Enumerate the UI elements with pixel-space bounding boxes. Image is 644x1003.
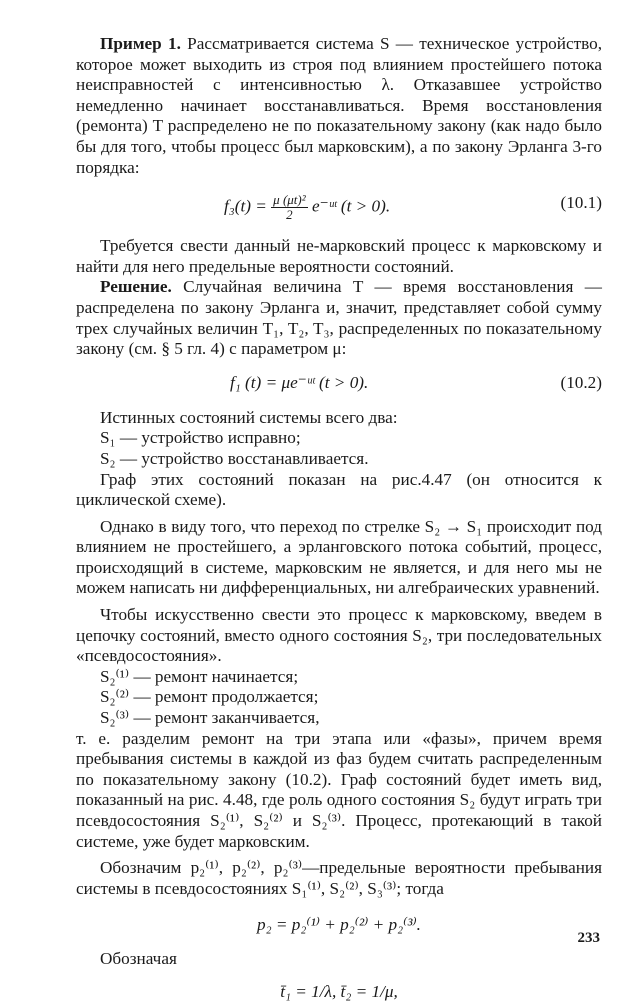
pseudostate-3: S₂⁽³⁾ — ремонт заканчивается, (100, 708, 320, 728)
paragraph-pseudostates: Чтобы искусственно свести это процесс к марковскому, введем в цепочку состояний, вместо одного состояния S₂, три последовательных «псевдосостояния». (76, 605, 602, 666)
solution-text: Случайная величина T — время восстановления — распределена по закону Эрланга и, значит, представляет собой сумму трех случайных величин T₁, T₂, T₃, распределенных по показательному закону (см. § 5 гл. 4) с параметром μ: (76, 277, 602, 359)
state-s2: S₂ — устройство восстанавливается. (100, 448, 369, 468)
paragraph-graph: Граф этих состояний показан на рис.4.47 (он относится к циклической схеме). (76, 469, 602, 510)
pseudostate-2: S₂⁽²⁾ — ремонт продолжается; (100, 687, 319, 707)
paragraph-example (76, 34, 602, 178)
pseudostate-1: S₂⁽¹⁾ — ремонт начинается; (100, 666, 299, 686)
paragraph-task: Требуется свести данный не-марковский процесс к марковскому и найти для него предельные вероятности состояний. (76, 236, 602, 276)
equation-10-2-expression: f₁ (t) = μe⁻ᵘᵗ (t > 0). (230, 372, 369, 392)
equation-10-1-lhs: f₃(t) = (224, 196, 267, 216)
paragraph-solution (76, 277, 602, 359)
equation-mean-times: t̄₁ = 1/λ, t̄₂ = 1/μ, (280, 981, 398, 1001)
example-text: Рассматривается система S — техническое устройство, которое может выходить из строя под влиянием простейшего потока неисправностей с интенсивностью λ. Отказавшее устройство немедленно начинает восстанавливаться. Время восстановления (ремонта) T распределено не по показательному закону (как надо было бы для того, чтобы процесс был марковским), а по закону Эрланга 3-го порядка: (76, 34, 602, 177)
solution-label: Решение. (100, 277, 172, 297)
state-s1: S₁ — устройство исправно; (100, 428, 301, 448)
paragraph-phases: т. е. разделим ремонт на три этапа или «фазы», причем время пребывания системы в каждой из фаз будем считать распределенным по показательному закону (10.2). Граф состояний будет иметь вид, показанный на рис. 4.48, где роль одного состояния S₂ будут играть три псевдосостояния S₂⁽¹⁾, S₂⁽²⁾ и S₂⁽³⁾. Процесс, протекающий в такой системе, уже будет марковским. (76, 728, 602, 851)
equation-10-1-rhs: e⁻ᵘᵗ (t > 0). (311, 196, 391, 216)
equation-10-1 (76, 184, 602, 226)
equation-10-1-numerator: μ (μt)² (273, 192, 306, 208)
equation-10-1-fraction (271, 193, 307, 222)
equation-10-1-number: (10.1) (560, 193, 602, 213)
example-label: Пример 1. (100, 34, 181, 53)
equation-p2-sum: p₂ = p₂⁽¹⁾ + p₂⁽²⁾ + p₂⁽³⁾. (257, 915, 421, 935)
equation-10-1-denominator: 2 (286, 207, 293, 223)
equation-10-2 (76, 366, 602, 402)
page-body (76, 34, 602, 1003)
paragraph-notation: Обозначим p₂⁽¹⁾, p₂⁽²⁾, p₂⁽³⁾—предельные вероятности пребывания системы в псевдосостояниях S₁⁽¹⁾, S₂⁽²⁾, S₃⁽³⁾; тогда (76, 858, 602, 898)
page-number: 233 (577, 930, 600, 946)
equation-10-2-number: (10.2) (560, 372, 602, 392)
paragraph-states-intro: Истинных состояний системы всего два: (100, 407, 398, 427)
paragraph-transition: Однако в виду того, что переход по стрелке S₂ → S₁ происходит под влиянием не простейшего, а эрланговского потока событий, процесс, происходящий в системе, марковским не является, и для него мы не можем написать ни дифференциальных, ни алгебраических уравнений. (76, 516, 602, 598)
equation-10-1-expression (224, 193, 390, 222)
paragraph-denoting: Обозначая (100, 949, 177, 969)
